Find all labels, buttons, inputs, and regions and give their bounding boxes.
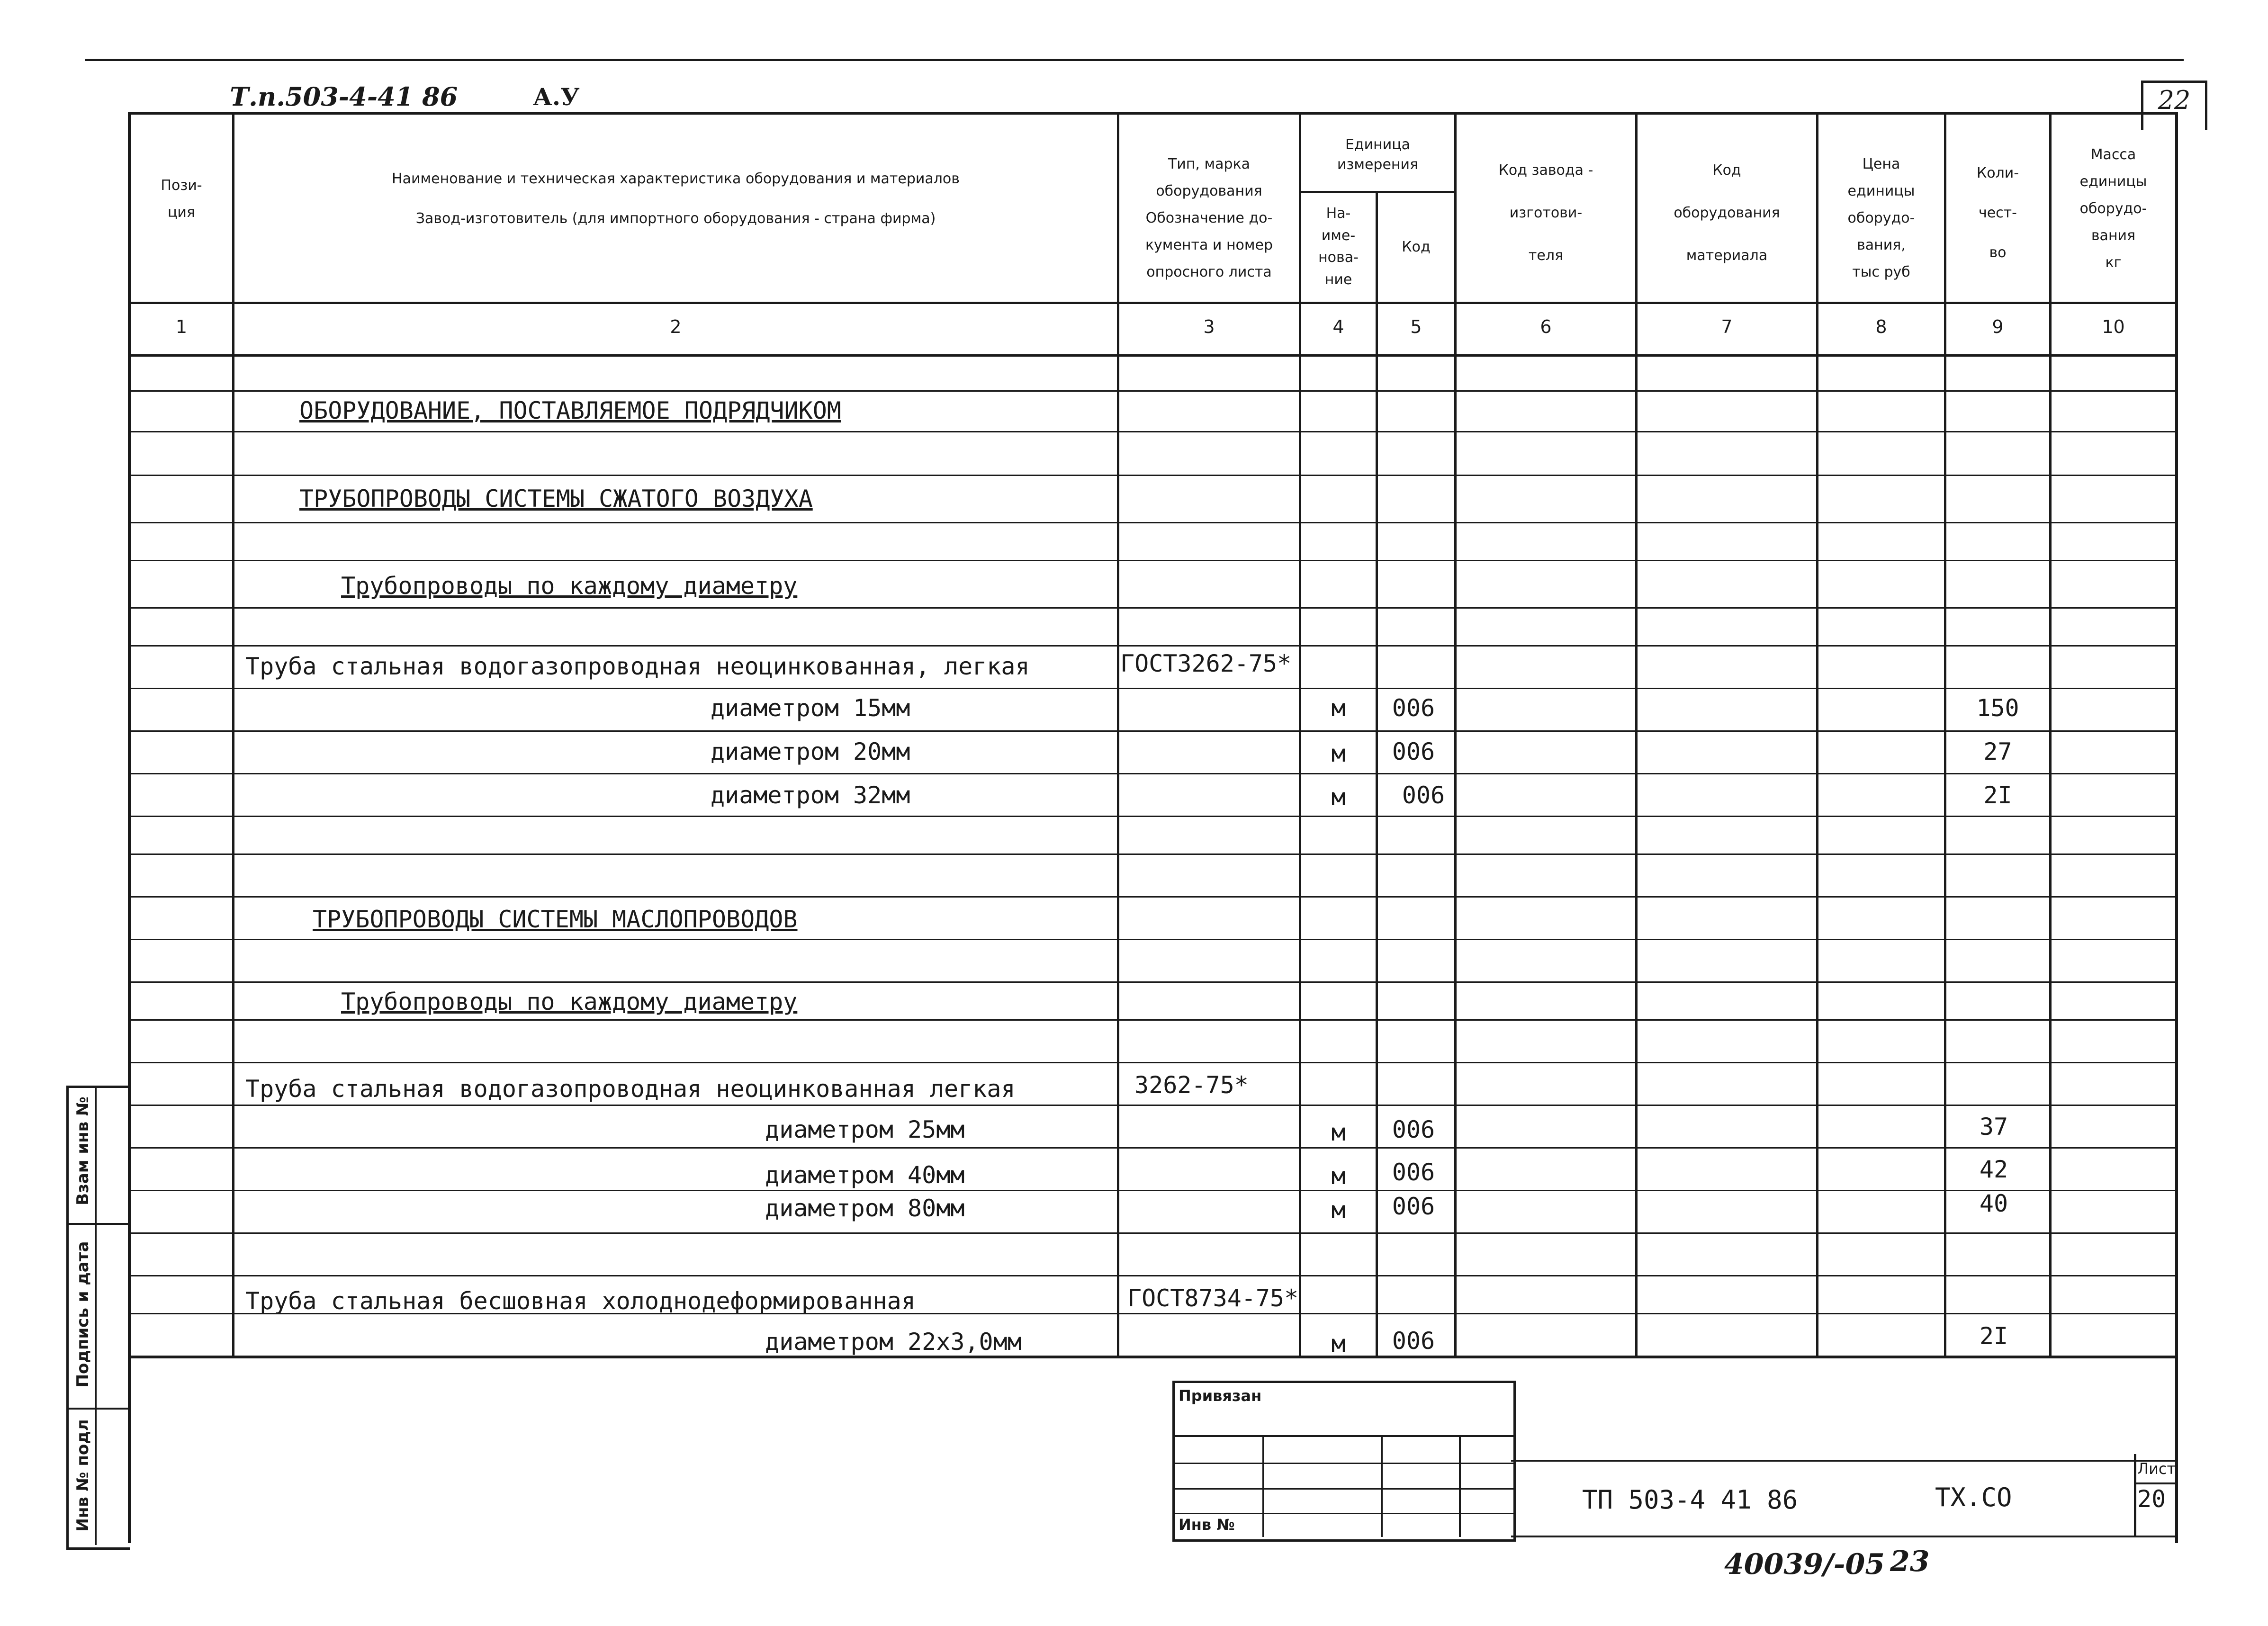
row-rule [128, 773, 2178, 774]
item-code: 006 [1392, 1116, 1435, 1143]
sheet-number: 20 [2137, 1485, 2166, 1513]
inventory-number: 40039/-05 [1724, 1548, 1885, 1581]
item-unit: м [1331, 694, 1346, 722]
row-rule [128, 1105, 2178, 1106]
item-unit: м [1331, 1119, 1346, 1146]
item-name: диаметром 80мм [765, 1195, 965, 1222]
side-stamp-divider [66, 1086, 69, 1545]
col-header-price: Цена единицы оборудо- вания, тыс руб [1847, 155, 1915, 280]
header-rule [128, 302, 2178, 304]
item-doc: ГОСТ3262-75* [1120, 650, 1292, 677]
col-header-maker-code: Код завода - изготови- теля [1498, 162, 1593, 264]
sheet-box-rule [2134, 1482, 2177, 1484]
col-num-8: 8 [1875, 316, 1887, 337]
side-label-replace: Взам инв № [73, 1096, 92, 1205]
sheet-label: Лист [2137, 1460, 2176, 1478]
item-code: 006 [1392, 694, 1435, 722]
item-qty: 2I [1979, 1322, 2008, 1350]
col-header-equip-code: Код оборудования материала [1674, 162, 1780, 264]
binding-stamp-label: Привязан [1179, 1387, 1262, 1405]
item-name: диаметром 25мм [765, 1116, 965, 1143]
col-div-9 [2049, 113, 2052, 1357]
side-label-inventory: Инв № подл [73, 1419, 92, 1532]
row-rule [128, 475, 2178, 476]
col-num-10: 10 [2102, 316, 2125, 337]
item-code: 006 [1402, 782, 1445, 809]
row-rule [128, 1062, 2178, 1063]
section-title: ОБОРУДОВАНИЕ, ПОСТАВЛЯЕМОЕ ПОДРЯДЧИКОМ [299, 397, 841, 424]
row-rule [128, 1275, 2178, 1276]
binding-col [1381, 1435, 1383, 1537]
binding-rule [1172, 1488, 1513, 1490]
col-header-name: Наименование и техническая характеристика оборудования и материалов Завод-изготовитель (для импортного оборудования - страна фирма) [392, 171, 960, 227]
row-rule [128, 853, 2178, 855]
col-header-mass: Масса единицы оборудо- вания кг [2079, 146, 2147, 271]
col-num-3: 3 [1203, 316, 1215, 337]
item-unit: м [1331, 740, 1346, 767]
frame-right [2175, 113, 2178, 1543]
item-unit: м [1331, 1196, 1346, 1224]
col-div-7 [1816, 113, 1818, 1357]
col-num-2: 2 [670, 316, 682, 337]
item-name: Труба стальная водогазопроводная неоцинкованная, легкая [245, 653, 1030, 680]
inventory-page: 23 [1890, 1545, 1930, 1578]
item-qty: 40 [1979, 1190, 2008, 1217]
top-rule [85, 59, 2184, 61]
section-subtitle: Трубопроводы по каждому диаметру [341, 572, 798, 600]
row-rule [128, 1147, 2178, 1149]
col-num-4: 4 [1332, 316, 1344, 337]
item-name: диаметром 40мм [765, 1161, 965, 1189]
section-title: ТРУБОПРОВОДЫ СИСТЕМЫ МАСЛОПРОВОДОВ [313, 906, 798, 933]
item-qty: 2I [1983, 782, 2012, 809]
colnum-rule [128, 354, 2178, 357]
row-rule [128, 522, 2178, 523]
title-rule [1511, 1460, 2178, 1462]
document-mark: ТХ.СО [1935, 1482, 2012, 1512]
row-rule [128, 390, 2178, 392]
item-name: Труба стальная бесшовная холоднодеформированная [245, 1287, 916, 1315]
binding-col [1262, 1435, 1264, 1537]
section-subtitle: Трубопроводы по каждому диаметру [341, 988, 798, 1015]
binding-col [1459, 1435, 1461, 1537]
row-rule [128, 730, 2178, 732]
row-rule [128, 645, 2178, 647]
row-rule [128, 431, 2178, 432]
designation [1582, 1485, 1798, 1515]
item-code: 006 [1392, 738, 1435, 765]
item-qty: 42 [1979, 1156, 2008, 1183]
item-doc: 3262-75* [1134, 1071, 1249, 1099]
project-ref: Т.п.503-4-41 86 [230, 81, 458, 112]
row-rule [128, 896, 2178, 898]
side-stamp-split [95, 1086, 97, 1545]
col-header-qty: Коли- чест- во [1976, 165, 2019, 261]
col-header-unit-name: На- име- нова- ние [1318, 205, 1359, 288]
col-num-9: 9 [1992, 316, 2004, 337]
row-rule [128, 1190, 2178, 1191]
row-rule [128, 939, 2178, 940]
col-num-7: 7 [1721, 316, 1733, 337]
item-qty: 27 [1983, 738, 2012, 765]
row-rule [128, 688, 2178, 689]
item-doc: ГОСТ8734-75* [1127, 1285, 1299, 1312]
item-code: 006 [1392, 1159, 1435, 1186]
col-div-1 [232, 113, 234, 1357]
col-div-2 [1117, 113, 1119, 1357]
item-unit: м [1331, 1330, 1346, 1357]
row-rule [128, 607, 2178, 609]
item-qty: 37 [1979, 1113, 2008, 1141]
col-header-type: Тип, марка оборудования Обозначение до- кумента и номер опросного листа [1145, 155, 1273, 280]
col-div-5 [1454, 113, 1457, 1357]
designation-text: ТП 503-4 41 86 [1582, 1485, 1798, 1515]
col-header-unit-code: Код [1402, 238, 1431, 255]
binding-rule [1172, 1513, 1513, 1514]
item-name: диаметром 32мм [711, 782, 910, 809]
item-unit: м [1331, 1162, 1346, 1190]
col-div-6 [1635, 113, 1638, 1357]
item-qty: 150 [1976, 694, 2019, 722]
row-rule [128, 1232, 2178, 1234]
col-num-5: 5 [1410, 316, 1422, 337]
col-num-6: 6 [1540, 316, 1552, 337]
side-label-signature: Подпись и дата [73, 1241, 92, 1388]
album-mark: А.У [533, 83, 580, 111]
section-title: ТРУБОПРОВОДЫ СИСТЕМЫ СЖАТОГО ВОЗДУХА [299, 485, 813, 512]
binding-inv-label: Инв № [1179, 1516, 1235, 1534]
corner-page-number: 22 [2158, 85, 2191, 115]
title-rule-bottom [1511, 1536, 2178, 1537]
item-code: 006 [1392, 1327, 1435, 1355]
col-header-position: Пози- ция [161, 177, 202, 221]
col-num-1: 1 [175, 316, 188, 337]
frame-bottom-table [128, 1356, 2178, 1358]
row-rule [128, 816, 2178, 817]
item-name: диаметром 20мм [711, 738, 910, 765]
item-unit: м [1331, 783, 1346, 811]
item-code: 006 [1392, 1193, 1435, 1220]
row-rule [128, 981, 2178, 983]
item-name: диаметром 22х3,0мм [765, 1328, 1022, 1356]
binding-rule [1172, 1435, 1513, 1437]
row-rule [128, 1019, 2178, 1021]
binding-rule [1172, 1463, 1513, 1464]
frame-top [128, 112, 2178, 115]
unit-group-header: Единица измерения [1337, 136, 1419, 173]
item-name: диаметром 15мм [711, 694, 910, 722]
row-rule [128, 560, 2178, 561]
item-name: Труба стальная водогазопроводная неоцинкованная легкая [245, 1075, 1016, 1103]
